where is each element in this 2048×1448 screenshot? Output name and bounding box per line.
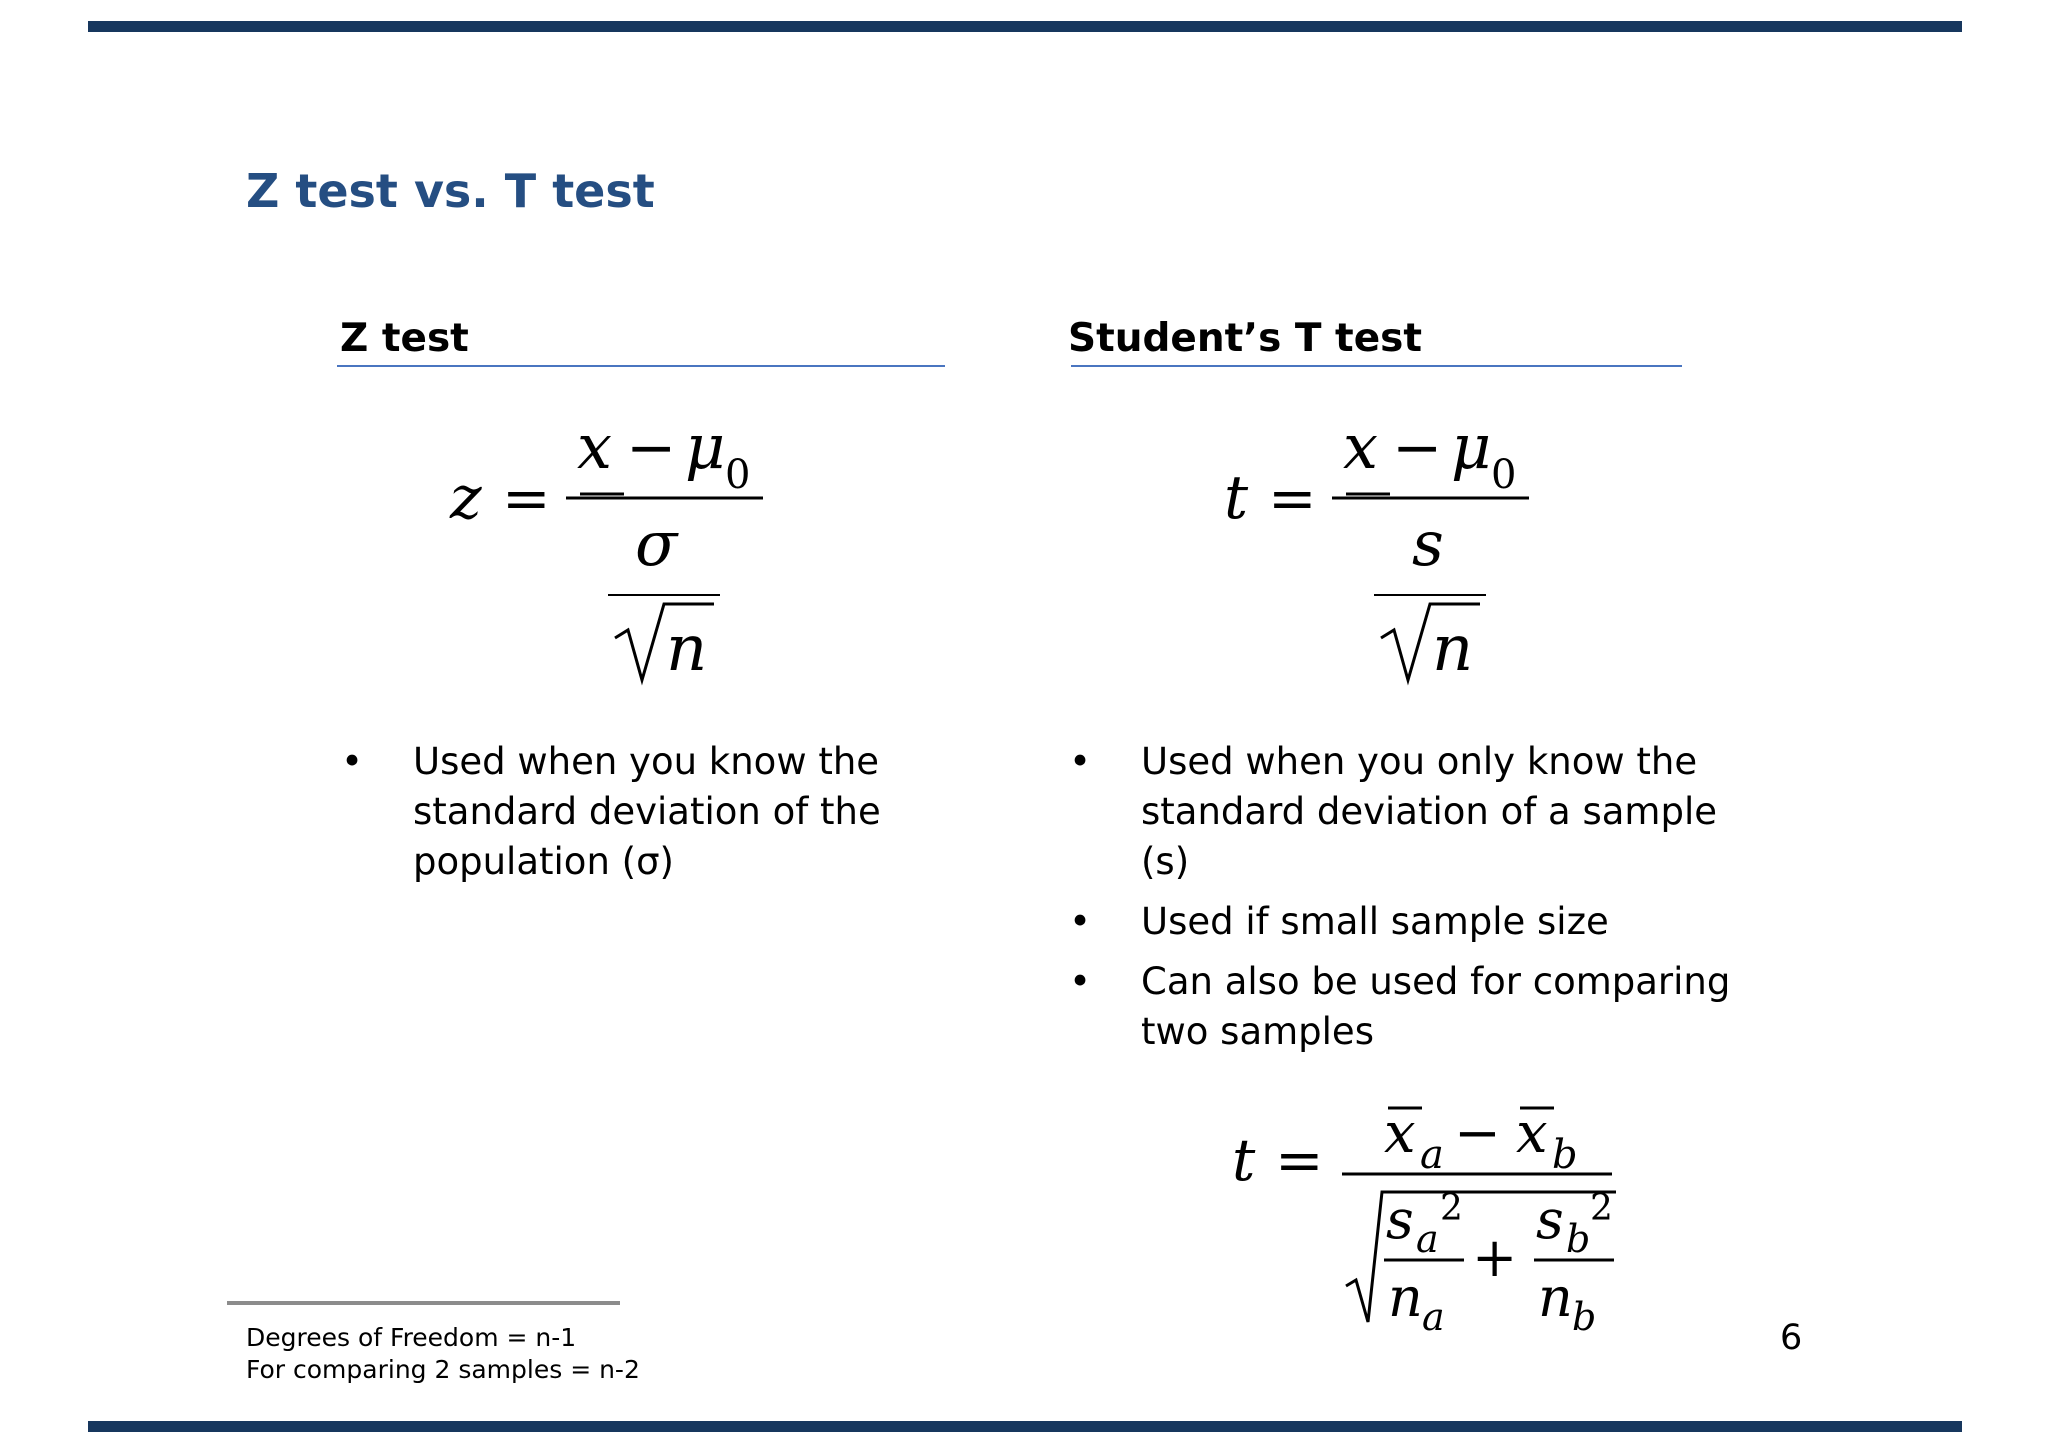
bullet-marker: • [1069, 900, 1091, 943]
t-bullet-2 [1068, 897, 1788, 947]
ts-formula-minus: − [1454, 1101, 1501, 1166]
t-formula-n: n [1432, 612, 1474, 686]
t-bullet-3 [1068, 957, 1788, 1057]
ts-formula-sb: s [1536, 1188, 1564, 1251]
z-formula-mu: μ [685, 410, 726, 483]
bullet-line: two samples [1141, 1010, 1374, 1053]
bullet-line: (s) [1141, 840, 1190, 883]
footnote-degrees-of-freedom: Degrees of Freedom = n-1 [246, 1323, 577, 1352]
ts-formula-sb-sq: 2 [1590, 1188, 1613, 1229]
t-formula-lhs: t [1224, 463, 1249, 533]
z-formula [430, 400, 800, 704]
ts-formula-sa-sub: a [1416, 1217, 1439, 1261]
t-bullet-1 [1068, 737, 1788, 887]
ts-formula-lhs: t [1232, 1126, 1256, 1194]
page-number: 6 [1780, 1318, 1803, 1358]
t-formula-s: s [1412, 507, 1444, 580]
top-rule [88, 21, 1962, 32]
bullet-line: standard deviation of the [413, 790, 881, 833]
ts-formula-xa-sub: a [1420, 1132, 1444, 1178]
t-formula-mu: μ [1451, 410, 1492, 483]
ts-formula-sa-sq: 2 [1440, 1188, 1463, 1229]
bottom-rule [88, 1421, 1962, 1432]
ts-formula-plus: + [1472, 1226, 1518, 1289]
ts-formula-na-sub: a [1422, 1295, 1445, 1339]
t-test-heading-underline [1071, 365, 1682, 367]
bullet-line: Can also be used for comparing [1141, 960, 1731, 1003]
t-formula-x: x [1343, 410, 1378, 483]
t-formula-mu-sub: 0 [1491, 452, 1517, 498]
slide-title: Z test vs. T test [246, 164, 655, 218]
bullet-marker: • [1069, 960, 1091, 1003]
z-formula-equals: = [502, 464, 551, 532]
z-formula-lhs: z [450, 463, 482, 533]
ts-formula-nb: n [1538, 1266, 1573, 1329]
z-test-bullets [340, 737, 960, 897]
z-test-heading-underline [337, 365, 945, 367]
ts-formula-xa: x [1384, 1101, 1416, 1166]
bullet-line: standard deviation of a sample [1141, 790, 1717, 833]
t-test-bullets [1068, 737, 1788, 1067]
two-sample-t-formula [1220, 1090, 1640, 1344]
ts-formula-na: n [1388, 1266, 1423, 1329]
z-test-heading: Z test [340, 316, 469, 361]
ts-formula-sb-sub: b [1566, 1217, 1591, 1261]
bullet-line: Used if small sample size [1141, 900, 1609, 943]
ts-formula-equals: = [1275, 1126, 1324, 1194]
t-formula [1196, 400, 1566, 704]
z-formula-sigma: σ [635, 507, 678, 580]
t-test-heading: Student’s T test [1068, 316, 1423, 361]
z-formula-x: x [577, 410, 612, 483]
t-formula-equals: = [1268, 464, 1317, 532]
bullet-line: population (σ) [413, 840, 674, 883]
ts-formula-nb-sub: b [1572, 1295, 1597, 1339]
t-formula-minus: − [1392, 413, 1443, 483]
footnote-two-samples: For comparing 2 samples = n-2 [246, 1355, 640, 1384]
ts-formula-xb: x [1516, 1101, 1548, 1166]
z-formula-minus: − [626, 413, 677, 483]
ts-formula-sa: s [1386, 1188, 1414, 1251]
bullet-line: Used when you only know the [1141, 740, 1698, 783]
bullet-marker: • [341, 740, 363, 783]
bullet-line: Used when you know the [413, 740, 880, 783]
z-formula-mu-sub: 0 [725, 452, 751, 498]
footnote-divider [227, 1301, 620, 1305]
z-formula-n: n [666, 612, 708, 686]
ts-formula-xb-sub: b [1552, 1132, 1578, 1178]
z-bullet-1 [340, 737, 960, 887]
bullet-marker: • [1069, 740, 1091, 783]
